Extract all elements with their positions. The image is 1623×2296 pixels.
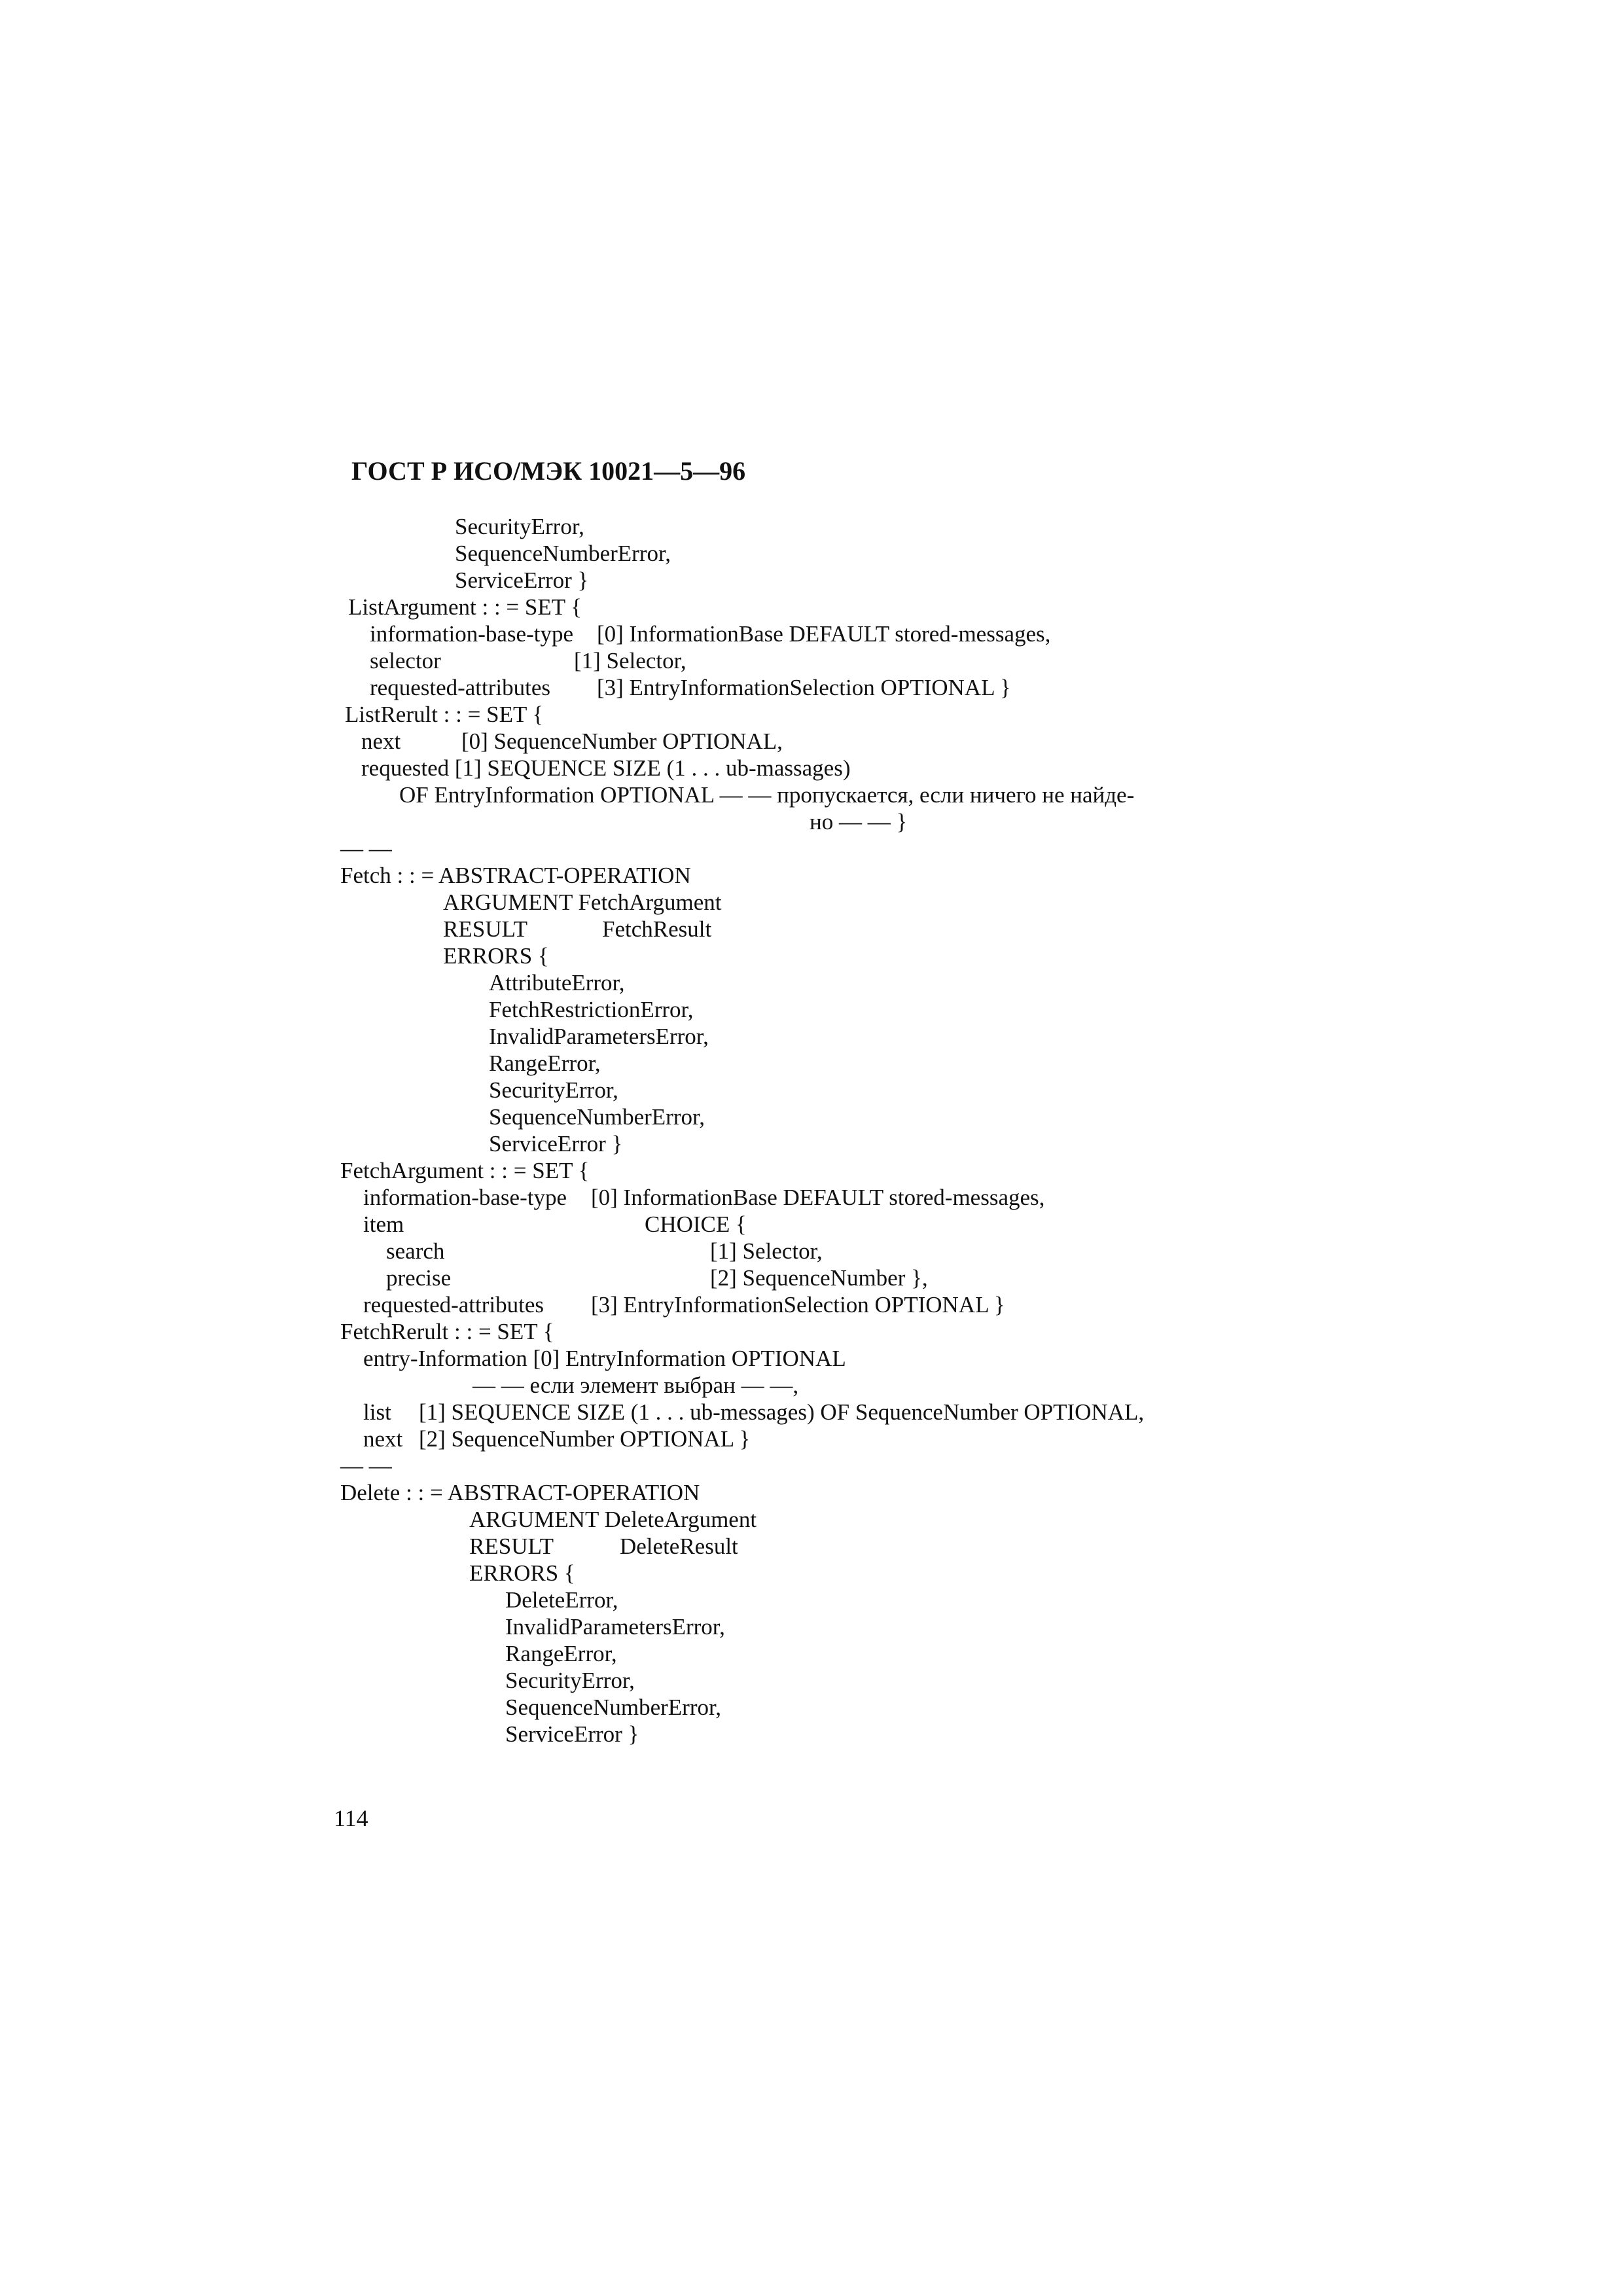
code-line: [0] InformationBase DEFAULT stored-messages, (597, 621, 1051, 647)
code-line: [3] EntryInformationSelection OPTIONAL } (591, 1292, 1005, 1318)
code-line: list (363, 1399, 391, 1425)
code-line: ServiceError } (455, 567, 589, 593)
code-line: information-base-type (370, 621, 574, 647)
code-line: RangeError, (489, 1050, 601, 1076)
code-line: DeleteResult (620, 1534, 738, 1559)
code-line: requested-attributes (370, 675, 551, 700)
code-line: [1] SEQUENCE SIZE (1 . . . ub-messages) OF SequenceNumber OPTIONAL, (419, 1399, 1145, 1425)
code-line: ARGUMENT FetchArgument (443, 889, 722, 915)
code-line: CHOICE { (645, 1211, 747, 1237)
code-line: но — — } (810, 809, 908, 834)
code-line: [2] SequenceNumber OPTIONAL } (419, 1426, 751, 1452)
code-line: SequenceNumberError, (489, 1104, 705, 1130)
code-line: Delete : : = ABSTRACT-OPERATION (340, 1480, 700, 1505)
code-line: — — (340, 1453, 392, 1479)
code-line: item (363, 1211, 404, 1237)
code-line: OF EntryInformation OPTIONAL — — пропускается, если ничего не найде- (399, 782, 1135, 808)
code-line: ServiceError } (505, 1721, 639, 1747)
code-line: entry-Information [0] EntryInformation OPTIONAL (363, 1346, 846, 1371)
code-line: InvalidParametersError, (489, 1024, 709, 1049)
code-line: [1] Selector, (710, 1238, 823, 1264)
code-line: SequenceNumberError, (455, 541, 671, 566)
code-line: AttributeError, (489, 970, 625, 996)
code-line: SecurityError, (455, 514, 584, 539)
code-line: ListArgument : : = SET { (348, 594, 582, 620)
code-line: RESULT (443, 916, 528, 942)
code-line: FetchRestrictionError, (489, 997, 694, 1022)
code-line: [3] EntryInformationSelection OPTIONAL } (597, 675, 1011, 700)
code-line: SecurityError, (505, 1668, 635, 1693)
code-line: ERRORS { (443, 943, 549, 969)
code-line: requested [1] SEQUENCE SIZE (1 . . . ub-massages) (361, 755, 851, 781)
code-line: SequenceNumberError, (505, 1695, 721, 1720)
page-number: 114 (334, 1805, 368, 1831)
code-line: DeleteError, (505, 1587, 618, 1613)
code-line: SecurityError, (489, 1077, 618, 1103)
code-line: [0] SequenceNumber OPTIONAL, (461, 728, 783, 754)
code-line: ERRORS { (469, 1560, 575, 1586)
code-line: InvalidParametersError, (505, 1614, 725, 1640)
code-line: RangeError, (505, 1641, 617, 1666)
code-line: FetchArgument : : = SET { (340, 1158, 590, 1183)
document-header: ГОСТ Р ИСО/МЭК 10021—5—96 (351, 456, 746, 486)
code-line: search (386, 1238, 445, 1264)
code-line: [1] Selector, (574, 648, 687, 673)
code-line: — — (340, 836, 392, 861)
code-line: FetchResult (602, 916, 712, 942)
code-line: information-base-type (363, 1185, 567, 1210)
code-line: next (361, 728, 401, 754)
code-line: RESULT (469, 1534, 554, 1559)
code-line: precise (386, 1265, 452, 1291)
code-line: next (363, 1426, 403, 1452)
code-line: ListRerult : : = SET { (345, 702, 544, 727)
code-line: Fetch : : = ABSTRACT-OPERATION (340, 863, 691, 888)
code-line: ServiceError } (489, 1131, 623, 1157)
code-line: [0] InformationBase DEFAULT stored-messages, (591, 1185, 1045, 1210)
code-line: ARGUMENT DeleteArgument (469, 1507, 757, 1532)
code-line: selector (370, 648, 441, 673)
code-line: FetchRerult : : = SET { (340, 1319, 554, 1344)
code-line: [2] SequenceNumber }, (710, 1265, 928, 1291)
code-line: requested-attributes (363, 1292, 544, 1318)
code-line: — — если элемент выбран — —, (473, 1372, 799, 1398)
